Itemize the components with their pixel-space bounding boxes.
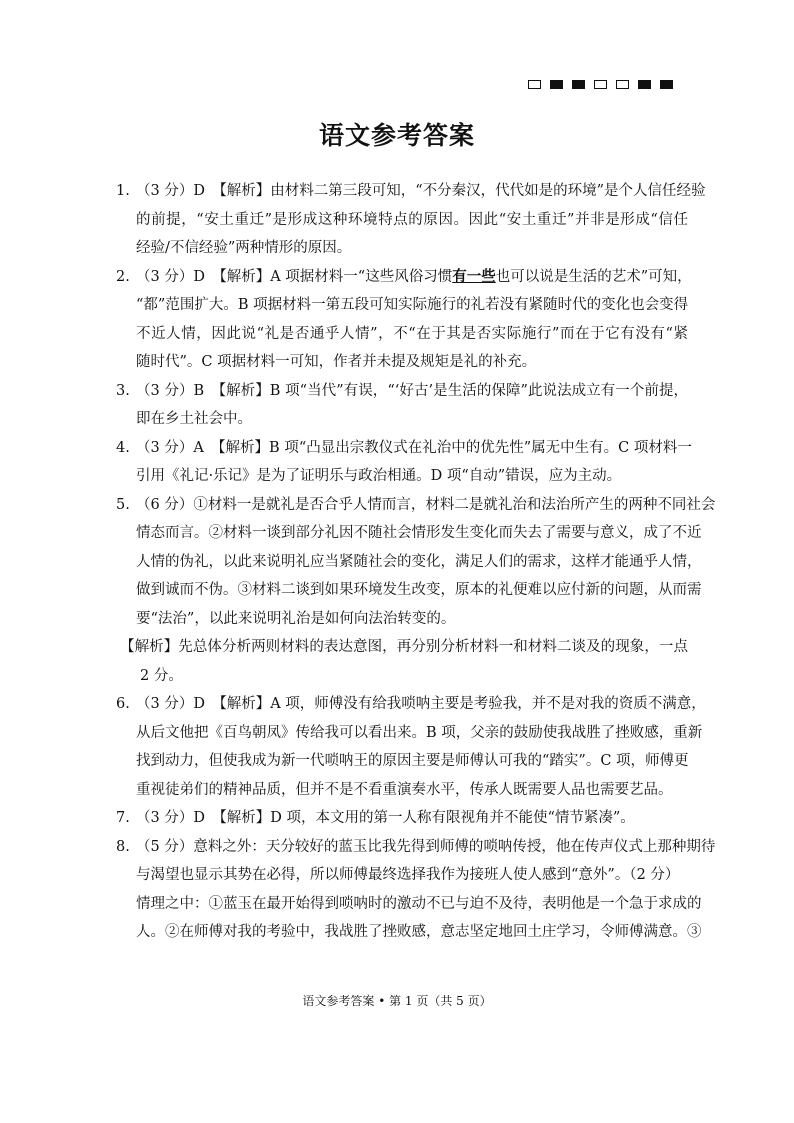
- answer-item-6: [116, 690, 706, 804]
- answer-item-8: [116, 833, 716, 947]
- item-text-line: 情理之中：①蓝玉在最开始得到唢呐时的激动不已与迫不及待，表明他是一个急于求成的: [136, 895, 702, 912]
- item-text-line: 情态而言。②材料一谈到部分礼因不随社会情形发生变化而失去了需要与意义，成了不近: [136, 525, 702, 541]
- header-mark-box: [594, 80, 607, 89]
- note-text-line: 2 分。: [140, 667, 183, 684]
- item-text-line: （6 分）①材料一是就礼是否合乎人情而言，材料二是就礼治和法治所产生的两种不同社会: [136, 496, 716, 513]
- item-text-line: 找到动力，但使我成为新一代唢呐王的原因主要是师傅认可我的“踏实”。C 项，师傅更: [136, 753, 689, 769]
- emphasized-text: 有一些: [452, 267, 496, 285]
- item-text-line: 从后文他把《百鸟朝凤》传给我可以看出来。B 项，父亲的鼓励使我战胜了挫败感，重新: [136, 724, 703, 741]
- item-text-line: 与渴望也显示其势在必得，所以师傅最终选择我作为接班人使人感到“意外”。（2 分）: [136, 867, 680, 883]
- item-number: 7.: [116, 810, 130, 826]
- item-number: 3.: [116, 382, 130, 399]
- answer-item-3: [116, 377, 688, 434]
- item-text-line: （3 分）A 【解析】B 项“凸显出宗教仪式在礼治中的优先性”属无中生有。C 项材料一: [136, 439, 692, 456]
- item-text-line: 人。②在师傅对我的考验中，我战胜了挫败感，意志坚定地回土庄学习，令师傅满意。③: [136, 924, 702, 940]
- item-number: 2.: [116, 268, 130, 285]
- header-mark-box: [638, 80, 651, 89]
- answer-item-7: [116, 804, 688, 833]
- item-number: 1.: [116, 183, 130, 199]
- item-text-segment: 也可以说是生活的艺术”可知，: [495, 268, 692, 285]
- header-mark-box: [528, 80, 541, 89]
- item-text-line: [136, 263, 692, 292]
- item-number: 8.: [116, 838, 130, 855]
- header-marks: [528, 80, 673, 89]
- answer-list: [116, 177, 716, 947]
- item-text-line: “都”范围扩大。B 项据材料一第五段可知实际施行的礼若没有紧随时代的变化也会变得: [136, 297, 689, 313]
- item-text-line: 引用《礼记·乐记》是为了证明乐与政治相通。D 项“自动”错误，应为主动。: [136, 468, 622, 484]
- header-mark-box: [572, 80, 585, 89]
- item-text-line: 不近人情，因此说“礼是否通乎人情”，不“在于其是否实际施行”而在于它有没有“紧: [136, 325, 688, 342]
- item-number: 5.: [116, 496, 130, 513]
- item-text-line: （3 分）D 【解析】D 项，本文用的第一人称有限视角并不能使“情节紧凑”。: [136, 810, 635, 826]
- item-text-line: 做到诚而不伪。③材料二谈到如果环境发生改变，原本的礼便难以应付新的问题，从而需: [136, 582, 702, 598]
- item-text-line: 随时代”。C 项据材料一可知，作者并未提及规矩是礼的补充。: [136, 354, 537, 370]
- item-text-line: 重视徒弟们的精神品质，但并不是不看重演奏水平，传承人既需要人品也需要艺品。: [136, 781, 673, 798]
- page-footer: 语文参考答案 • 第 1 页（共 5 页）: [302, 994, 492, 1008]
- answer-item-2: [116, 263, 692, 377]
- item-text-line: 的前提，“安土重迁”是形成这种环境特点的原因。因此“安土重迁”并非是形成“信任: [136, 211, 688, 228]
- item-text-line: 经验/不信经验”两种情形的原因。: [136, 240, 352, 256]
- item-text-line: 即在乡土社会中。: [136, 411, 252, 427]
- answer-item-1: [116, 177, 706, 263]
- analysis-note: [120, 633, 688, 690]
- item-text-line: （3 分）D 【解析】由材料二第三段可知，“不分秦汉，代代如是的环境”是个人信任经验: [136, 183, 706, 199]
- note-text-line: 【解析】先总体分析两则材料的表达意图，再分别分析材料一和材料二谈及的现象，一点: [120, 639, 688, 655]
- item-text-line: （3 分）D 【解析】A 项，师傅没有给我唢呐主要是考验我，并不是对我的资质不满意，: [136, 696, 706, 712]
- item-text-line: 要“法治”，以此来说明礼治是如何向法治转变的。: [136, 610, 456, 627]
- header-mark-box: [550, 80, 563, 89]
- answer-item-4: [116, 434, 692, 491]
- item-number: 6.: [116, 696, 130, 712]
- header-mark-box: [660, 80, 673, 89]
- answer-item-5: [116, 491, 716, 691]
- item-number: 4.: [116, 439, 130, 456]
- header-mark-box: [616, 80, 629, 89]
- page-title: 语文参考答案: [318, 121, 475, 150]
- item-text-segment: （3 分）D 【解析】A 项据材料一“这些风俗习惯: [136, 268, 453, 285]
- item-text-line: 人情的伪礼，以此来说明礼应当紧随社会的变化，满足人们的需求，这样才能通乎人情，: [136, 553, 702, 570]
- item-text-line: （3 分）B 【解析】B 项“当代”有误，“‘好古’是生活的保障”此说法成立有一个前提，: [136, 382, 688, 399]
- item-text-line: （5 分）意料之外：天分较好的蓝玉比我先得到师傅的唢呐传授，他在传声仪式上那种期待: [136, 838, 716, 855]
